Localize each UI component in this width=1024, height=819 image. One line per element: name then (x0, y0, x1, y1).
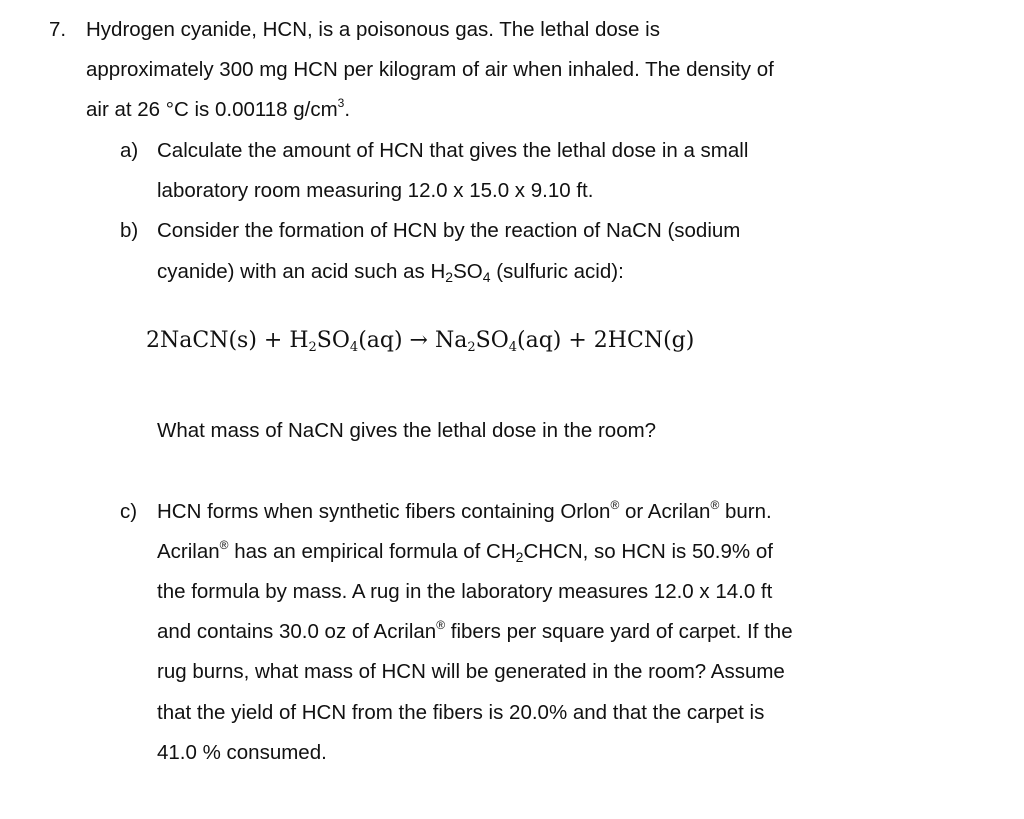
part-b-label: b) (120, 219, 139, 242)
part-c-line-3: the formula by mass. A rug in the laboratory measures 12.0 x 14.0 ft (157, 580, 773, 603)
part-a-label: a) (120, 139, 139, 162)
part-c-line-5: rug burns, what mass of HCN will be generated in the room? Assume (157, 660, 785, 683)
reaction-equation: 2NaCN(s) + $H_2SO_4(aq) \to Na_2SO_4(aq) + 2HCN(g)$ (146, 328, 695, 355)
part-c-line-4: and contains 30.0 oz of Acrilan® fibers per square yard of carpet. If the (157, 618, 793, 643)
intro-line-2: approximately 300 mg HCN per kilogram of air when inhaled. The density of (86, 58, 774, 81)
intro-line-1: Hydrogen cyanide, HCN, is a poisonous gas. The lethal dose is (86, 18, 660, 41)
part-b-question: What mass of NaCN gives the lethal dose in the room? (157, 419, 657, 442)
part-c-line-7: 41.0 % consumed. (157, 741, 327, 764)
part-c-line-2: Acrilan® has an empirical formula of $CH_2CHCN$, so HCN is 50.9% of (157, 538, 773, 565)
intro-line-3: air at 26 °C is 0.00118 $g/cm^3$. (86, 96, 351, 121)
part-a-line-2: laboratory room measuring 12.0 x 15.0 x 9.10 ft. (157, 179, 594, 202)
part-a-line-1: Calculate the amount of HCN that gives the lethal dose in a small (157, 139, 749, 162)
problem-number: 7. (49, 18, 67, 41)
part-b-line-1: Consider the formation of HCN by the reaction of NaCN (sodium (157, 219, 741, 242)
part-b-line-2: cyanide) with an acid such as $H_2SO_4$ (sulfuric acid): (157, 260, 624, 285)
part-c-line-6: that the yield of HCN from the fibers is 20.0% and that the carpet is (157, 701, 765, 724)
part-c-line-1: HCN forms when synthetic fibers containing Orlon® or Acrilan® burn. (157, 498, 772, 523)
part-c-label: c) (120, 500, 138, 523)
